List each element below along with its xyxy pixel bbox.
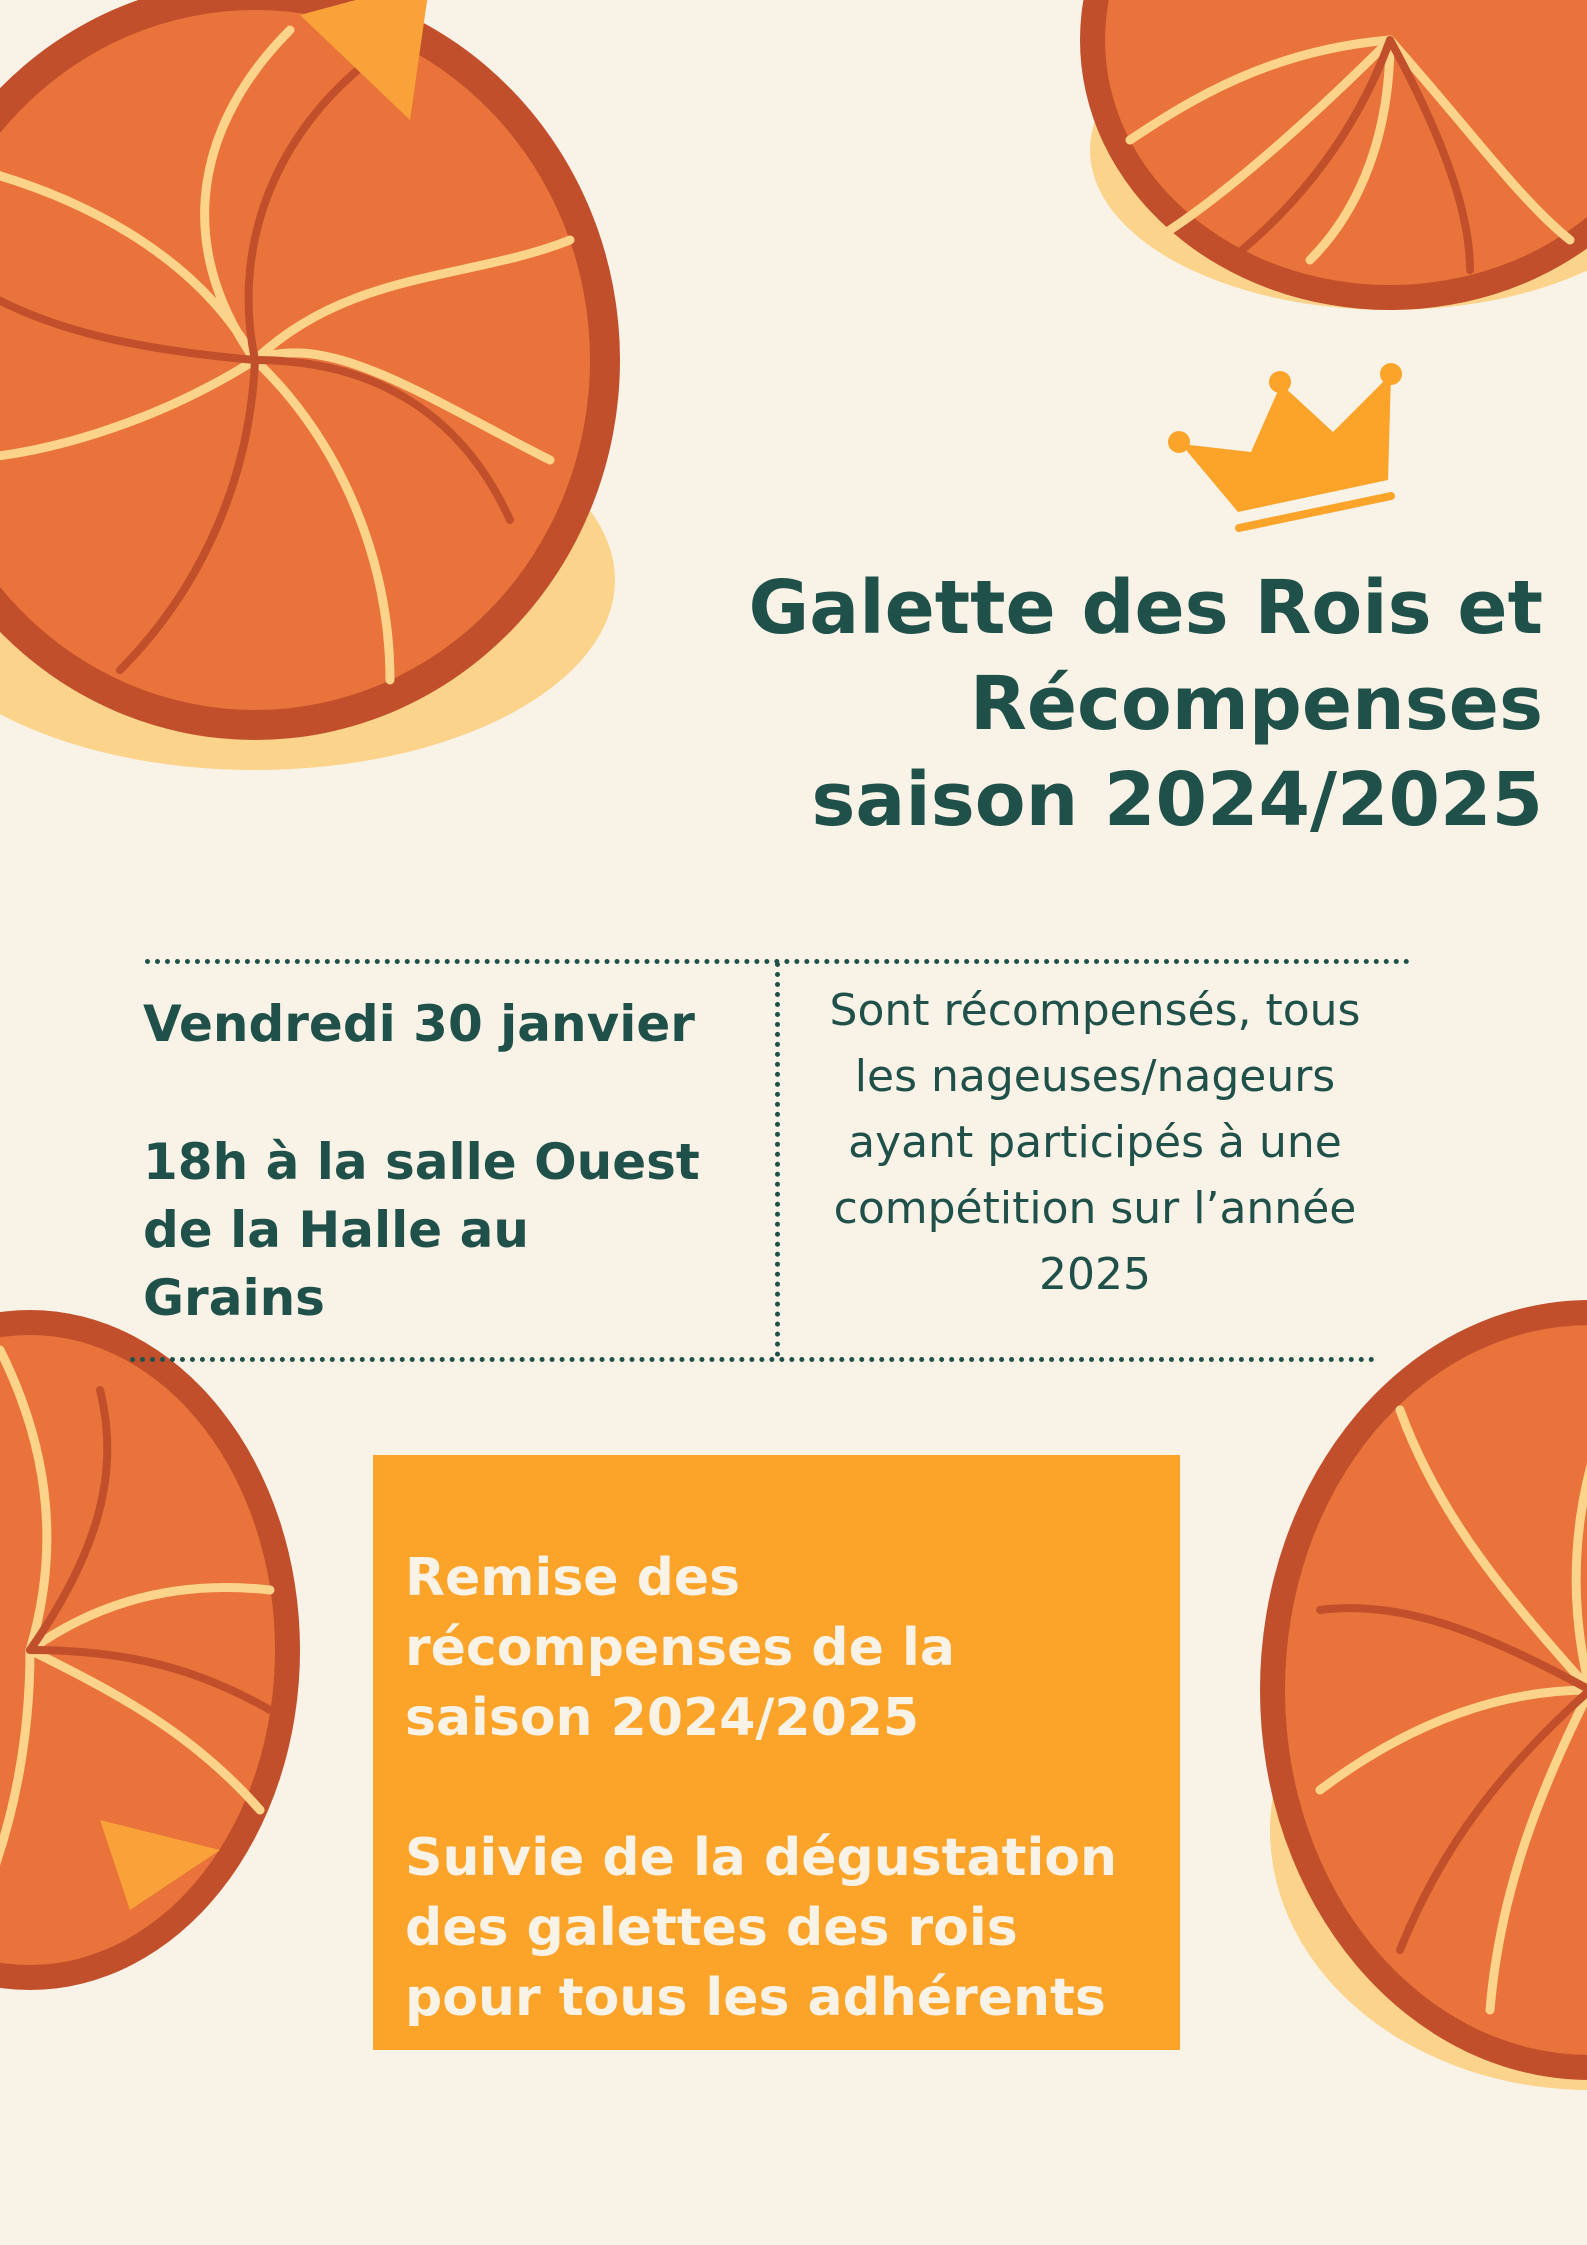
highlight-box bbox=[373, 1455, 1180, 2050]
highlight-line: saison 2024/2025 bbox=[405, 1688, 920, 1748]
awards-line: compétition sur l’année bbox=[833, 1183, 1357, 1234]
awards-line: 2025 bbox=[1039, 1249, 1151, 1300]
dotted-divider-vertical bbox=[775, 962, 780, 1357]
awards-line: Sont récompensés, tous bbox=[829, 985, 1361, 1036]
highlight-awards-text bbox=[405, 1543, 1150, 1753]
highlight-tasting-text bbox=[405, 1823, 1150, 2033]
awards-line: les nageuses/nageurs bbox=[854, 1051, 1336, 1102]
awards-line: ayant participés à une bbox=[848, 1117, 1342, 1168]
dotted-divider-bottom bbox=[130, 1357, 1375, 1362]
event-place-line: de la Halle au bbox=[143, 1201, 529, 1259]
event-place-line: Grains bbox=[143, 1269, 325, 1327]
awards-description bbox=[790, 978, 1400, 1308]
galette-illustration-bottom-left bbox=[0, 1250, 300, 2000]
highlight-line: Suivie de la dégustation bbox=[405, 1828, 1118, 1888]
event-date: Vendredi 30 janvier bbox=[143, 995, 695, 1053]
event-place bbox=[143, 1128, 763, 1332]
title-line: Récompenses bbox=[969, 661, 1543, 747]
crown-icon bbox=[1163, 362, 1399, 542]
highlight-line: récompenses de la bbox=[405, 1618, 955, 1678]
event-place-line: 18h à la salle Ouest bbox=[143, 1133, 700, 1191]
galette-illustration-top-left bbox=[0, 0, 640, 800]
event-details bbox=[143, 990, 763, 1332]
title-line: Galette des Rois et bbox=[748, 565, 1543, 651]
title-line: saison 2024/2025 bbox=[811, 757, 1543, 843]
page-title bbox=[643, 560, 1543, 848]
galette-illustration-top-right bbox=[1050, 0, 1587, 320]
galette-illustration-bottom-right bbox=[1260, 1270, 1587, 2110]
highlight-line: Remise des bbox=[405, 1548, 741, 1608]
highlight-line: pour tous les adhérents bbox=[405, 1968, 1106, 2028]
highlight-line: des galettes des rois bbox=[405, 1898, 1018, 1958]
